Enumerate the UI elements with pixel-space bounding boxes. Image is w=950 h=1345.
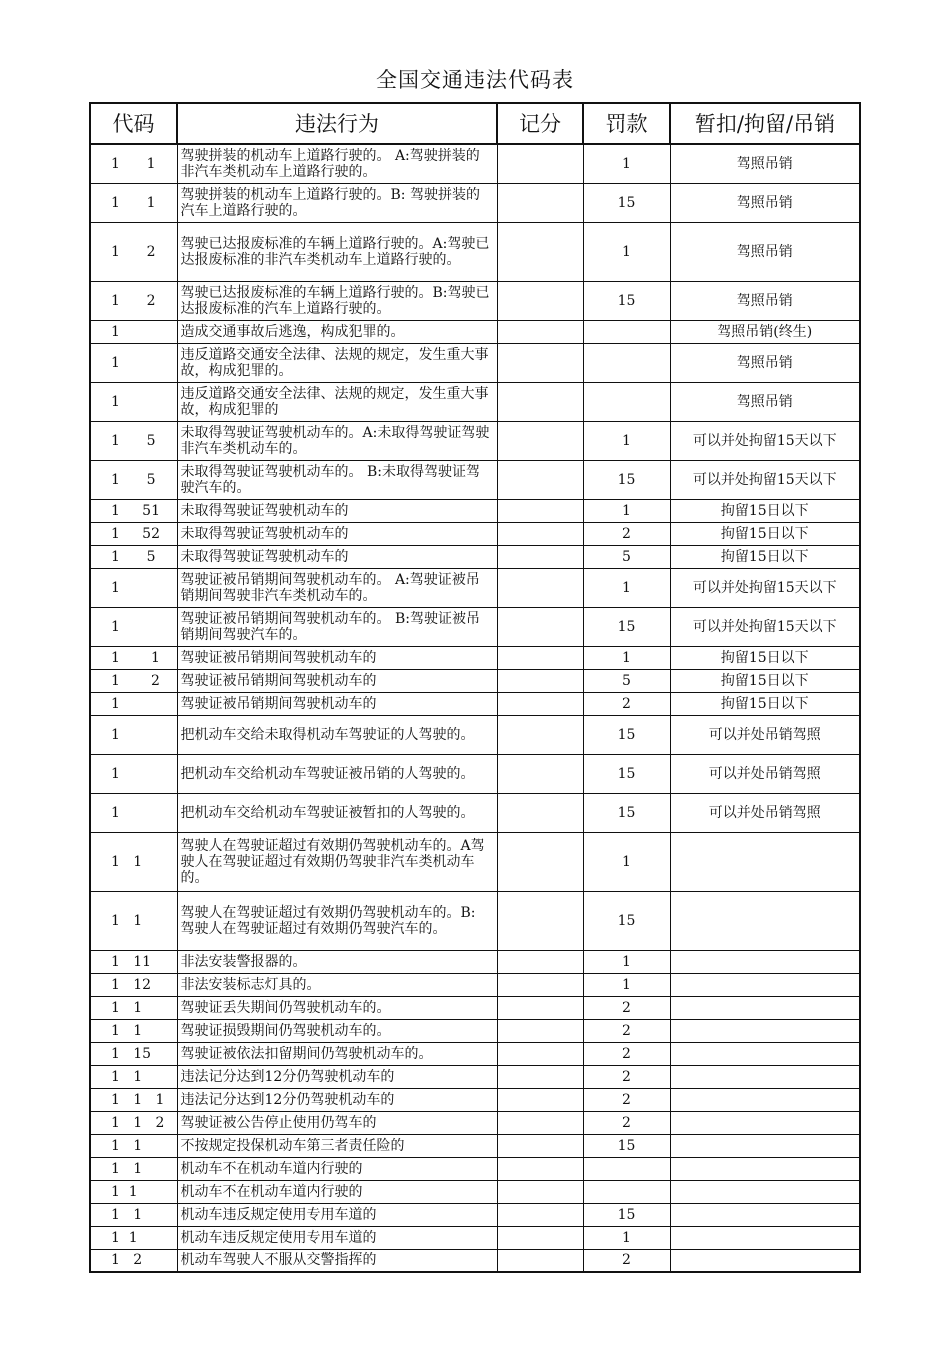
row-suspension (670, 832, 860, 891)
row-fine: 15 (583, 793, 670, 832)
row-fine (583, 382, 670, 421)
row-points (497, 144, 583, 183)
row-points (497, 320, 583, 343)
row-behavior: 驾驶证被吊销期间驾驶机动车的。 A:驾驶证被吊销期间驾驶非汽车类机动车的。 (177, 568, 497, 607)
row-behavior: 驾驶证损毁期间仍驾驶机动车的。 (177, 1019, 497, 1042)
row-fine: 2 (583, 1065, 670, 1088)
table-row (90, 646, 860, 669)
row-code: 1 52 (90, 522, 177, 545)
row-points (497, 460, 583, 499)
row-points (497, 891, 583, 950)
page-title: 全国交通违法代码表 (376, 68, 574, 92)
table-row (90, 281, 860, 320)
row-suspension: 拘留15日以下 (670, 545, 860, 568)
row-points (497, 793, 583, 832)
table-row (90, 996, 860, 1019)
row-fine: 1 (583, 144, 670, 183)
row-behavior: 驾驶证被公告停止使用仍驾车的 (177, 1111, 497, 1134)
row-fine (583, 343, 670, 382)
table-header-row (90, 103, 860, 144)
row-code: 1 (90, 754, 177, 793)
row-suspension (670, 1180, 860, 1203)
row-code: 1 1 (90, 996, 177, 1019)
row-code: 1 5 (90, 545, 177, 568)
row-code: 1 (90, 382, 177, 421)
row-suspension: 驾照吊销 (670, 343, 860, 382)
row-points (497, 1065, 583, 1088)
row-behavior: 驾驶人在驾驶证超过有效期仍驾驶机动车的。A驾驶人在驾驶证超过有效期仍驾驶非汽车类机动车的。 (177, 832, 497, 891)
table-row (90, 669, 860, 692)
row-behavior: 驾驶已达报废标准的车辆上道路行驶的。B:驾驶已达报废标准的汽车上道路行驶的。 (177, 281, 497, 320)
row-suspension: 驾照吊销 (670, 281, 860, 320)
row-code: 1 2 (90, 1249, 177, 1272)
row-points (497, 499, 583, 522)
row-behavior: 把机动车交给未取得机动车驾驶证的人驾驶的。 (177, 715, 497, 754)
row-code: 1 2 (90, 669, 177, 692)
row-fine: 1 (583, 646, 670, 669)
table-row (90, 692, 860, 715)
row-fine: 15 (583, 183, 670, 222)
table-row (90, 754, 860, 793)
row-points (497, 281, 583, 320)
row-behavior: 未取得驾驶证驾驶机动车的 (177, 545, 497, 568)
row-points (497, 421, 583, 460)
row-fine: 15 (583, 460, 670, 499)
row-suspension: 驾照吊销(终生) (670, 320, 860, 343)
table-row (90, 144, 860, 183)
table-row (90, 1203, 860, 1226)
table-row (90, 499, 860, 522)
row-behavior: 违反道路交通安全法律、法规的规定，发生重大事故，构成犯罪的。 (177, 343, 497, 382)
row-code: 1 1 (90, 144, 177, 183)
table-row (90, 1134, 860, 1157)
row-behavior: 驾驶证被依法扣留期间仍驾驶机动车的。 (177, 1042, 497, 1065)
row-code: 1 12 (90, 973, 177, 996)
row-fine: 2 (583, 1042, 670, 1065)
row-suspension: 驾照吊销 (670, 144, 860, 183)
row-suspension (670, 1088, 860, 1111)
row-suspension (670, 950, 860, 973)
row-suspension: 拘留15日以下 (670, 669, 860, 692)
row-behavior: 驾驶证丢失期间仍驾驶机动车的。 (177, 996, 497, 1019)
row-fine: 2 (583, 692, 670, 715)
row-fine: 2 (583, 522, 670, 545)
row-suspension: 拘留15日以下 (670, 522, 860, 545)
row-points (497, 832, 583, 891)
row-behavior: 驾驶人在驾驶证超过有效期仍驾驶机动车的。B: 驾驶人在驾驶证超过有效期仍驾驶汽车的。 (177, 891, 497, 950)
row-points (497, 1111, 583, 1134)
row-behavior: 未取得驾驶证驾驶机动车的。 B:未取得驾驶证驾驶汽车的。 (177, 460, 497, 499)
row-code: 1 1 (90, 646, 177, 669)
row-fine: 15 (583, 715, 670, 754)
row-suspension (670, 891, 860, 950)
table-row (90, 382, 860, 421)
row-points (497, 1019, 583, 1042)
table-row (90, 1157, 860, 1180)
row-fine: 15 (583, 281, 670, 320)
row-behavior: 非法安装警报器的。 (177, 950, 497, 973)
row-fine (583, 320, 670, 343)
table-row (90, 1226, 860, 1249)
row-fine: 2 (583, 1019, 670, 1042)
row-fine: 1 (583, 973, 670, 996)
row-code: 1 (90, 607, 177, 646)
row-fine: 1 (583, 950, 670, 973)
row-fine: 1 (583, 421, 670, 460)
row-behavior: 未取得驾驶证驾驶机动车的。A:未取得驾驶证驾驶非汽车类机动车的。 (177, 421, 497, 460)
row-suspension (670, 973, 860, 996)
row-code: 1 5 (90, 460, 177, 499)
row-behavior: 把机动车交给机动车驾驶证被吊销的人驾驶的。 (177, 754, 497, 793)
row-code: 1 (90, 343, 177, 382)
row-code: 1 1 (90, 891, 177, 950)
row-behavior: 违法记分达到12分仍驾驶机动车的 (177, 1065, 497, 1088)
row-behavior: 机动车违反规定使用专用车道的 (177, 1226, 497, 1249)
row-behavior: 非法安装标志灯具的。 (177, 973, 497, 996)
table-row (90, 545, 860, 568)
row-code: 1 1 1 (90, 1088, 177, 1111)
row-points (497, 715, 583, 754)
row-points (497, 692, 583, 715)
row-points (497, 183, 583, 222)
row-behavior: 机动车违反规定使用专用车道的 (177, 1203, 497, 1226)
row-fine: 15 (583, 1134, 670, 1157)
row-suspension: 拘留15日以下 (670, 646, 860, 669)
row-suspension (670, 1065, 860, 1088)
row-code: 1 1 (90, 1157, 177, 1180)
row-points (497, 545, 583, 568)
row-code: 1 1 (90, 1180, 177, 1203)
row-fine: 15 (583, 891, 670, 950)
table-row (90, 568, 860, 607)
table-row (90, 715, 860, 754)
row-code: 1 1 (90, 1226, 177, 1249)
row-suspension: 拘留15日以下 (670, 692, 860, 715)
row-suspension (670, 1111, 860, 1134)
row-behavior: 造成交通事故后逃逸，构成犯罪的。 (177, 320, 497, 343)
row-suspension (670, 1019, 860, 1042)
row-behavior: 机动车驾驶人不服从交警指挥的 (177, 1249, 497, 1272)
row-suspension (670, 1249, 860, 1272)
row-points (497, 996, 583, 1019)
row-suspension: 可以并处吊销驾照 (670, 754, 860, 793)
row-fine (583, 1157, 670, 1180)
row-points (497, 607, 583, 646)
row-fine (583, 1180, 670, 1203)
table-row (90, 973, 860, 996)
row-code: 1 51 (90, 499, 177, 522)
row-behavior: 机动车不在机动车道内行驶的 (177, 1180, 497, 1203)
row-suspension (670, 1203, 860, 1226)
row-code: 1 2 (90, 281, 177, 320)
row-code: 1 5 (90, 421, 177, 460)
row-code: 1 15 (90, 1042, 177, 1065)
row-fine: 1 (583, 499, 670, 522)
row-behavior: 驾驶证被吊销期间驾驶机动车的 (177, 669, 497, 692)
header-behavior: 违法行为 (177, 103, 497, 144)
row-points (497, 646, 583, 669)
row-fine: 15 (583, 607, 670, 646)
row-points (497, 382, 583, 421)
table-row (90, 183, 860, 222)
row-code: 1 1 (90, 832, 177, 891)
row-fine: 2 (583, 1088, 670, 1111)
table-row (90, 522, 860, 545)
table-row (90, 1042, 860, 1065)
row-suspension: 拘留15日以下 (670, 499, 860, 522)
row-suspension: 可以并处拘留15天以下 (670, 460, 860, 499)
row-behavior: 机动车不在机动车道内行驶的 (177, 1157, 497, 1180)
table-row (90, 607, 860, 646)
row-suspension: 可以并处拘留15天以下 (670, 568, 860, 607)
row-behavior: 不按规定投保机动车第三者责任险的 (177, 1134, 497, 1157)
row-suspension: 可以并处拘留15天以下 (670, 421, 860, 460)
row-points (497, 568, 583, 607)
row-suspension: 驾照吊销 (670, 222, 860, 281)
row-fine: 2 (583, 996, 670, 1019)
row-fine: 1 (583, 832, 670, 891)
header-fine: 罚款 (583, 103, 670, 144)
row-behavior: 驾驶证被吊销期间驾驶机动车的。 B:驾驶证被吊销期间驾驶汽车的。 (177, 607, 497, 646)
row-behavior: 驾驶证被吊销期间驾驶机动车的 (177, 646, 497, 669)
row-points (497, 1249, 583, 1272)
row-fine: 1 (583, 222, 670, 281)
row-suspension (670, 1157, 860, 1180)
row-code: 1 1 (90, 183, 177, 222)
table-row (90, 343, 860, 382)
row-behavior: 违反道路交通安全法律、法规的规定，发生重大事故，构成犯罪的 (177, 382, 497, 421)
row-fine: 5 (583, 545, 670, 568)
row-points (497, 1226, 583, 1249)
row-fine: 1 (583, 568, 670, 607)
row-suspension (670, 1134, 860, 1157)
row-behavior: 违法记分达到12分仍驾驶机动车的 (177, 1088, 497, 1111)
row-suspension (670, 1226, 860, 1249)
row-points (497, 1088, 583, 1111)
row-points (497, 522, 583, 545)
row-fine: 5 (583, 669, 670, 692)
table-row (90, 832, 860, 891)
row-suspension (670, 1042, 860, 1065)
row-code: 1 2 (90, 222, 177, 281)
row-fine: 1 (583, 1226, 670, 1249)
row-points (497, 1134, 583, 1157)
row-points (497, 343, 583, 382)
row-points (497, 950, 583, 973)
row-behavior: 未取得驾驶证驾驶机动车的 (177, 499, 497, 522)
row-code: 1 11 (90, 950, 177, 973)
row-behavior: 驾驶拼装的机动车上道路行驶的。 A:驾驶拼装的非汽车类机动车上道路行驶的。 (177, 144, 497, 183)
row-points (497, 1157, 583, 1180)
row-behavior: 驾驶拼装的机动车上道路行驶的。B: 驾驶拼装的汽车上道路行驶的。 (177, 183, 497, 222)
row-suspension: 可以并处吊销驾照 (670, 793, 860, 832)
table-row (90, 1065, 860, 1088)
table-row (90, 1088, 860, 1111)
row-code: 1 1 2 (90, 1111, 177, 1134)
row-points (497, 222, 583, 281)
row-points (497, 1203, 583, 1226)
table-row (90, 460, 860, 499)
table-row (90, 950, 860, 973)
row-behavior: 未取得驾驶证驾驶机动车的 (177, 522, 497, 545)
row-behavior: 把机动车交给机动车驾驶证被暂扣的人驾驶的。 (177, 793, 497, 832)
table-row (90, 320, 860, 343)
table-row (90, 222, 860, 281)
row-code: 1 1 (90, 1203, 177, 1226)
table-row (90, 1249, 860, 1272)
row-behavior: 驾驶已达报废标准的车辆上道路行驶的。A:驾驶已达报废标准的非汽车类机动车上道路行驶的。 (177, 222, 497, 281)
row-suspension: 驾照吊销 (670, 382, 860, 421)
table-row (90, 1111, 860, 1134)
row-suspension: 可以并处吊销驾照 (670, 715, 860, 754)
row-code: 1 (90, 568, 177, 607)
table-row (90, 1180, 860, 1203)
row-code: 1 (90, 692, 177, 715)
row-points (497, 1180, 583, 1203)
row-code: 1 1 (90, 1134, 177, 1157)
row-points (497, 754, 583, 793)
row-points (497, 973, 583, 996)
table-row (90, 891, 860, 950)
row-fine: 15 (583, 754, 670, 793)
row-fine: 2 (583, 1249, 670, 1272)
row-points (497, 1042, 583, 1065)
row-suspension: 驾照吊销 (670, 183, 860, 222)
table-row (90, 1019, 860, 1042)
table-row (90, 421, 860, 460)
row-points (497, 669, 583, 692)
row-code: 1 1 (90, 1019, 177, 1042)
row-fine: 2 (583, 1111, 670, 1134)
row-code: 1 (90, 320, 177, 343)
header-points: 记分 (497, 103, 583, 144)
header-code: 代码 (90, 103, 177, 144)
row-code: 1 1 (90, 1065, 177, 1088)
table-row (90, 793, 860, 832)
violation-code-table (89, 102, 861, 1273)
header-suspension: 暂扣/拘留/吊销 (670, 103, 860, 144)
row-behavior: 驾驶证被吊销期间驾驶机动车的 (177, 692, 497, 715)
row-code: 1 (90, 715, 177, 754)
row-fine: 15 (583, 1203, 670, 1226)
row-code: 1 (90, 793, 177, 832)
row-suspension: 可以并处拘留15天以下 (670, 607, 860, 646)
row-suspension (670, 996, 860, 1019)
